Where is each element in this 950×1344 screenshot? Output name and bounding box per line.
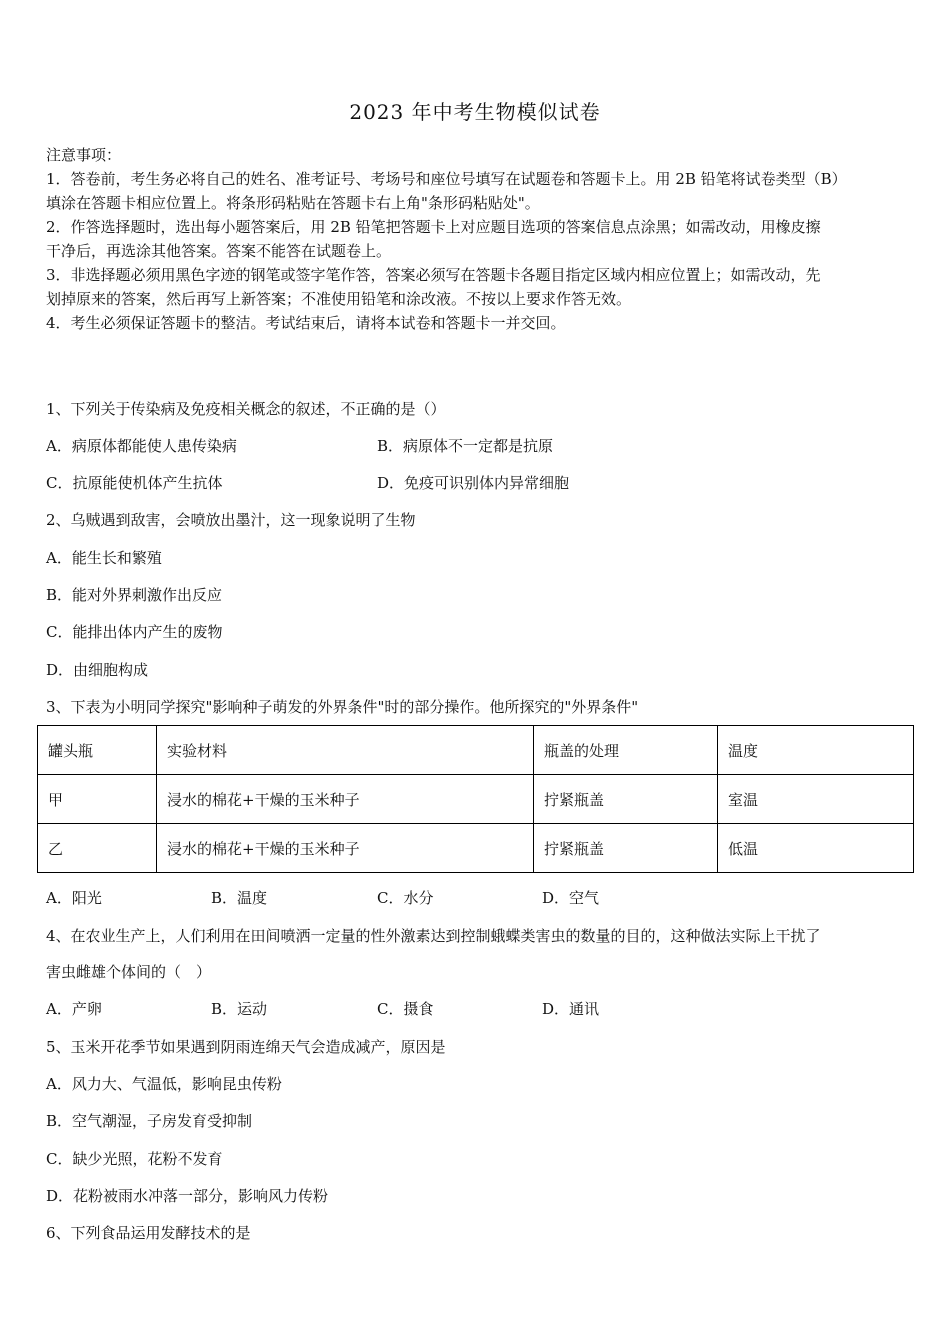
table-header-row xyxy=(38,726,914,775)
notice-line: 2．作答选择题时，选出每小题答案后，用 2B 铅笔把答题卡上对应题目选项的答案信息点涂黑；如需改动，用橡皮擦 xyxy=(46,218,821,236)
table-header-cell: 罐头瓶 xyxy=(38,726,157,775)
question-2-option-d: D．由细胞构成 xyxy=(46,661,149,679)
table-header-cell: 温度 xyxy=(718,726,914,775)
question-1-option-a: A．病原体都能使人患传染病 xyxy=(46,437,237,455)
question-4-option-d: D．通讯 xyxy=(542,1000,600,1018)
table-cell: 浸水的棉花+干燥的玉米种子 xyxy=(157,824,534,873)
notice-line: 3．非选择题必须用黑色字迹的钢笔或签字笔作答，答案必须写在答题卡各题目指定区域内相应位置上；如需改动，先 xyxy=(46,266,821,284)
table-row xyxy=(38,824,914,873)
table-header-cell: 瓶盖的处理 xyxy=(534,726,718,775)
table-cell: 低温 xyxy=(718,824,914,873)
question-2-option-c: C．能排出体内产生的废物 xyxy=(46,623,223,641)
table-cell: 甲 xyxy=(38,775,157,824)
experiment-table xyxy=(37,725,914,873)
question-4-option-b: B．运动 xyxy=(211,1000,268,1018)
question-5-option-a: A．风力大、气温低，影响昆虫传粉 xyxy=(46,1075,282,1093)
question-4-option-c: C．摄食 xyxy=(377,1000,434,1018)
table-row xyxy=(38,775,914,824)
question-5-option-d: D．花粉被雨水冲落一部分，影响风力传粉 xyxy=(46,1187,329,1205)
question-5-option-c: C．缺少光照，花粉不发育 xyxy=(46,1150,223,1168)
question-1-option-b: B．病原体不一定都是抗原 xyxy=(377,437,554,455)
notice-line: 划掉原来的答案，然后再写上新答案；不准使用铅笔和涂改液。不按以上要求作答无效。 xyxy=(46,290,632,308)
question-1-option-d: D．免疫可识别体内异常细胞 xyxy=(377,474,570,492)
table-header-cell: 实验材料 xyxy=(157,726,534,775)
notice-line: 干净后，再选涂其他答案。答案不能答在试题卷上。 xyxy=(46,242,392,260)
question-6-stem: 6、下列食品运用发酵技术的是 xyxy=(46,1224,251,1242)
notice-line: 4．考生必须保证答题卡的整洁。考试结束后，请将本试卷和答题卡一并交回。 xyxy=(46,314,566,332)
question-2-option-b: B．能对外界刺激作出反应 xyxy=(46,586,223,604)
question-3-option-b: B．温度 xyxy=(211,889,268,907)
question-4-option-a: A．产卵 xyxy=(46,1000,102,1018)
question-1-stem: 1、下列关于传染病及免疫相关概念的叙述，不正确的是（） xyxy=(46,400,446,418)
notice-line: 1．答卷前，考生务必将自己的姓名、准考证号、考场号和座位号填写在试题卷和答题卡上。用 2B 铅笔将试卷类型（B） xyxy=(46,170,847,188)
page-title: 2023 年中考生物模似试卷 xyxy=(349,100,601,124)
notice-line: 填涂在答题卡相应位置上。将条形码粘贴在答题卡右上角"条形码粘贴处"。 xyxy=(46,194,540,212)
table-cell: 拧紧瓶盖 xyxy=(534,824,718,873)
table-cell: 乙 xyxy=(38,824,157,873)
question-5-stem: 5、玉米开花季节如果遇到阴雨连绵天气会造成减产，原因是 xyxy=(46,1038,446,1056)
question-3-option-d: D．空气 xyxy=(542,889,600,907)
question-2-option-a: A．能生长和繁殖 xyxy=(46,549,162,567)
table-cell: 浸水的棉花+干燥的玉米种子 xyxy=(157,775,534,824)
question-1-option-c: C．抗原能使机体产生抗体 xyxy=(46,474,223,492)
notice-heading: 注意事项： xyxy=(46,146,122,164)
notice-section xyxy=(46,143,908,335)
question-2-stem: 2、乌贼遇到敌害，会喷放出墨汁，这一现象说明了生物 xyxy=(46,511,416,529)
question-3-stem: 3、下表为小明同学探究"影响种子萌发的外界条件"时的部分操作。他所探究的"外界条件" xyxy=(46,698,639,716)
question-4-stem-cont: 害虫雌雄个体间的（ ） xyxy=(46,963,212,981)
question-4-stem: 4、在农业生产上，人们利用在田间喷洒一定量的性外激素达到控制蛾蝶类害虫的数量的目的，这种做法实际上干扰了 xyxy=(46,927,821,945)
table-cell: 拧紧瓶盖 xyxy=(534,775,718,824)
question-5-option-b: B．空气潮湿，子房发育受抑制 xyxy=(46,1112,253,1130)
question-3-option-c: C．水分 xyxy=(377,889,434,907)
table-cell: 室温 xyxy=(718,775,914,824)
question-3-option-a: A．阳光 xyxy=(46,889,102,907)
